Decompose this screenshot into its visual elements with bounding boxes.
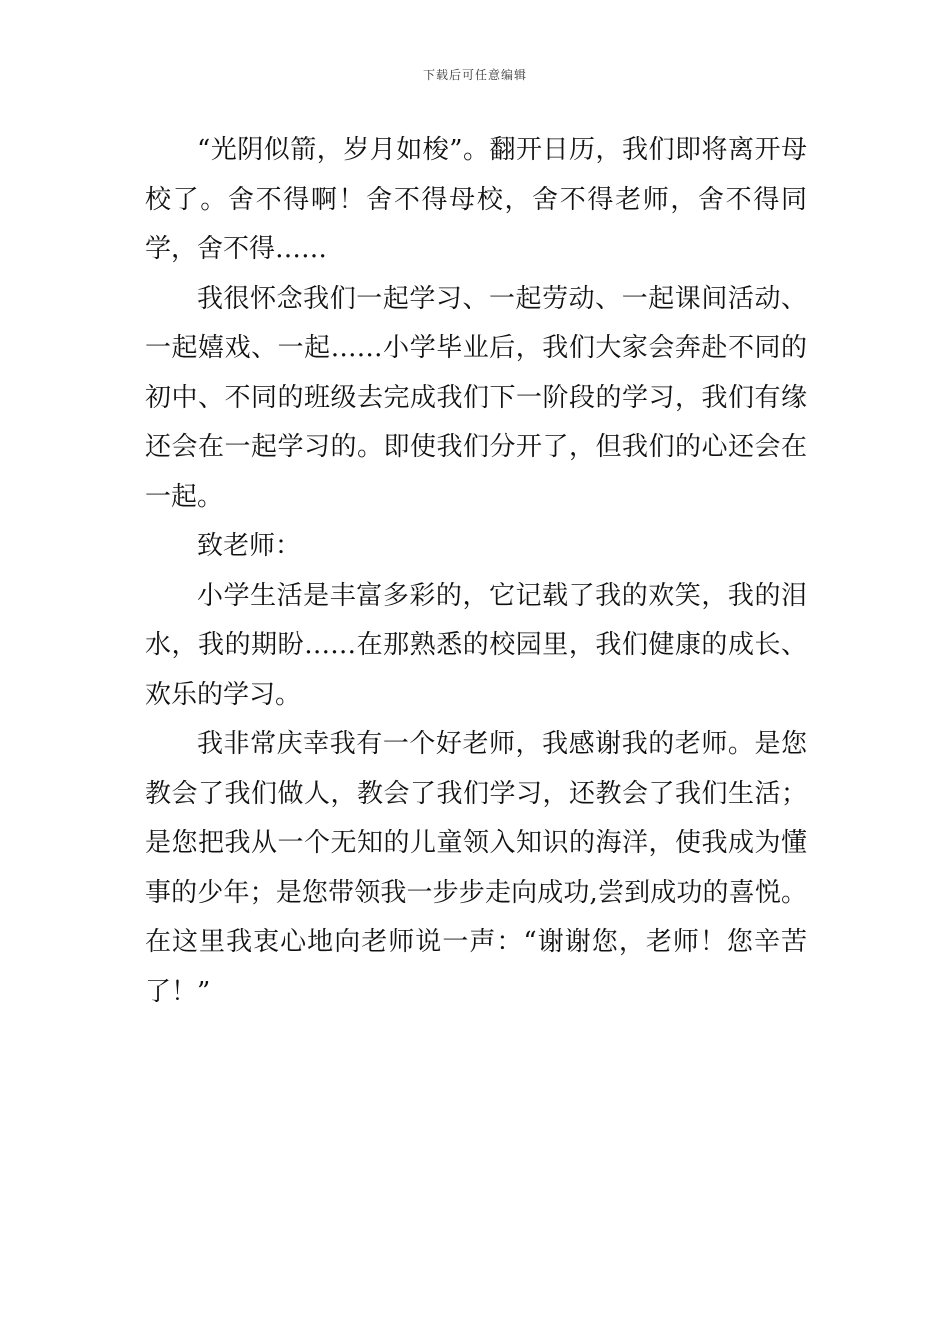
paragraph-classmates: 我很怀念我们一起学习、一起劳动、一起课间活动、一起嬉戏、一起……小学毕业后，我们大家会奔赴不同的初中、不同的班级去完成我们下一阶段的学习，我们有缘还会在一起学习的。即使我们分开了，但我们的心还会在一起。 <box>145 283 807 512</box>
document-body <box>145 126 807 1017</box>
page-header: 下载后可任意编辑 <box>422 68 527 82</box>
paragraph-gratitude: 我非常庆幸我有一个好老师，我感谢我的老师。是您教会了我们做人，教会了我们学习，还教会了我们生活；是您把我从一个无知的儿童领入知识的海洋，使我成为懂事的少年；是您带领我一步步走向成功,尝到成功的喜悦。在这里我衷心地向老师说一声：“谢谢您，老师！您辛苦了！” <box>145 729 807 1007</box>
paragraph-to-teacher-heading: 致老师： <box>197 531 302 561</box>
paragraph-opening: “光阴似箭，岁月如梭”。翻开日历，我们即将离开母校了。舍不得啊！舍不得母校，舍不得老师，舍不得同学，舍不得…… <box>145 135 807 264</box>
paragraph-school-life: 小学生活是丰富多彩的，它记载了我的欢笑，我的泪水，我的期盼……在那熟悉的校园里，我们健康的成长、欢乐的学习。 <box>145 580 807 710</box>
